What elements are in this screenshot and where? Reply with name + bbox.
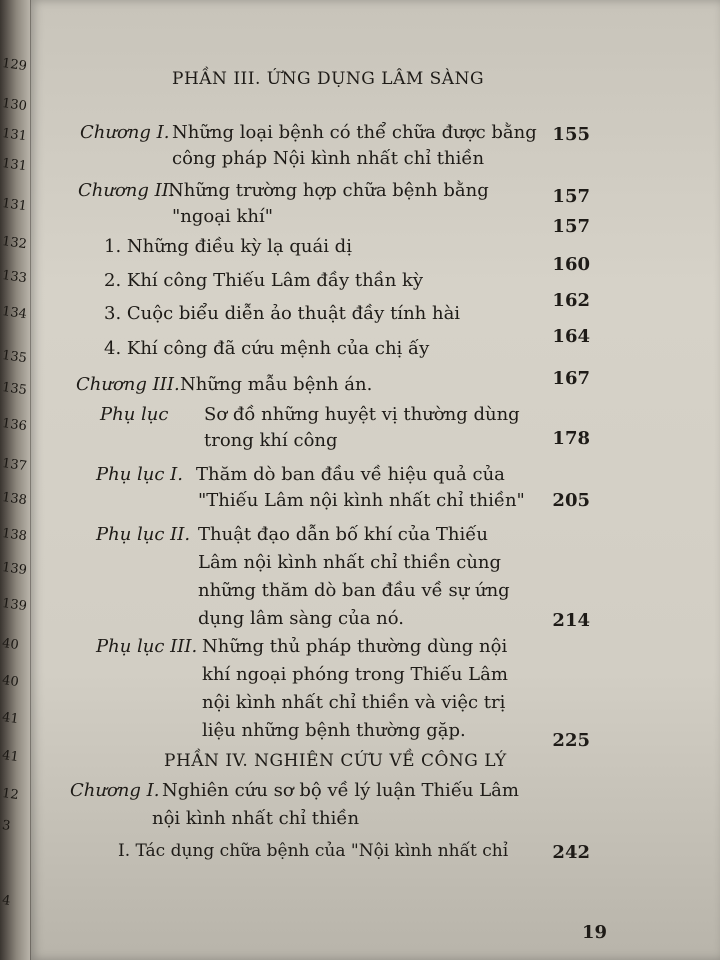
- edge-number: 139: [1, 559, 28, 579]
- edge-number: 131: [1, 125, 28, 145]
- edge-number: 139: [1, 595, 28, 615]
- section-1-title: 1. Những điều kỳ lạ quái dị: [104, 236, 352, 257]
- edge-number: 134: [1, 303, 28, 323]
- edge-number: 133: [1, 267, 28, 287]
- edge-number: 40: [1, 672, 20, 691]
- appendix-2-title-line4: dụng lâm sàng của nó.: [198, 608, 404, 629]
- part4-chapter-1-title-line2: nội kình nhất chỉ thiền: [152, 808, 360, 829]
- edge-number: 129: [1, 55, 28, 75]
- chapter-1-label: Chương I.: [80, 122, 170, 143]
- part-3-heading: PHẦN III. ỨNG DỤNG LÂM SÀNG: [172, 69, 485, 89]
- section-4-page: 164: [552, 326, 590, 347]
- edge-number: 12: [1, 785, 20, 804]
- section-4-title: 4. Khí công đã cứu mệnh của chị ấy: [104, 338, 430, 359]
- part4-chapter-1-title-line1: Nghiên cứu sơ bộ về lý luận Thiếu Lâm: [162, 780, 519, 801]
- appendix-2-label: Phụ lục II.: [96, 524, 191, 545]
- appendix-2-title-line3: những thăm dò ban đầu về sự ứng: [198, 580, 510, 601]
- edge-number: 135: [1, 379, 28, 399]
- appendix-title-line2: trong khí công: [204, 430, 338, 451]
- edge-number: 137: [1, 455, 28, 475]
- chapter-3-page: 167: [552, 368, 590, 389]
- edge-number: 138: [1, 489, 28, 509]
- edge-number: 135: [1, 347, 28, 367]
- section-3-title: 3. Cuộc biểu diễn ảo thuật đầy tính hài: [104, 303, 461, 324]
- part-4-heading: PHẦN IV. NGHIÊN CỨU VỀ CÔNG LÝ: [164, 751, 507, 771]
- page-gutter: [30, 0, 31, 960]
- chapter-2-page: 157: [552, 186, 590, 207]
- edge-number: 132: [1, 233, 28, 253]
- previous-page-edge: [0, 0, 30, 960]
- chapter-1-title-line1: Những loại bệnh có thể chữa được bằng: [172, 122, 537, 143]
- chapter-1-title-line2: công pháp Nội kình nhất chỉ thiền: [172, 148, 485, 169]
- edge-number: 4: [1, 892, 12, 909]
- section-3-page: 162: [552, 290, 590, 311]
- chapter-2-title-line1: Những trường hợp chữa bệnh bằng: [168, 180, 489, 201]
- appendix-1-title-line1: Thăm dò ban đầu về hiệu quả của: [196, 464, 505, 485]
- chapter-1-page: 155: [552, 124, 590, 145]
- edge-number: 41: [1, 709, 20, 728]
- part4-item-1-title: I. Tác dụng chữa bệnh của "Nội kình nhất chỉ: [118, 841, 509, 861]
- appendix-3-label: Phụ lục III.: [96, 636, 198, 657]
- edge-number: 3: [1, 817, 12, 834]
- appendix-title-line1: Sơ đồ những huyệt vị thường dùng: [204, 404, 520, 425]
- appendix-1-label: Phụ lục I.: [96, 464, 184, 485]
- chapter-2-title-line2: "ngoại khí": [172, 206, 273, 227]
- appendix-1-title-line2: "Thiếu Lâm nội kình nhất chỉ thiền": [198, 490, 525, 511]
- appendix-3-title-line2: khí ngoại phóng trong Thiếu Lâm: [202, 664, 508, 685]
- page-number: 19: [582, 922, 608, 943]
- edge-number: 138: [1, 525, 28, 545]
- edge-number: 131: [1, 195, 28, 215]
- edge-number: 130: [1, 95, 28, 115]
- appendix-3-page: 225: [552, 730, 590, 751]
- part4-chapter-1-label: Chương I.: [70, 780, 160, 801]
- appendix-2-page: 214: [552, 610, 590, 631]
- part4-item-1-page: 242: [552, 842, 590, 863]
- section-1-page: 157: [552, 216, 590, 237]
- edge-number: 131: [1, 155, 28, 175]
- appendix-3-title-line1: Những thủ pháp thường dùng nội: [202, 636, 508, 657]
- appendix-3-title-line3: nội kình nhất chỉ thiền và việc trị: [202, 692, 506, 713]
- appendix-2-title-line2: Lâm nội kình nhất chỉ thiền cùng: [198, 552, 502, 573]
- appendix-page: 178: [552, 428, 590, 449]
- section-2-title: 2. Khí công Thiếu Lâm đầy thần kỳ: [104, 270, 424, 291]
- chapter-3-title: Những mẫu bệnh án.: [180, 374, 373, 395]
- chapter-3-label: Chương III.: [76, 374, 180, 395]
- appendix-2-title-line1: Thuật đạo dẫn bố khí của Thiếu: [198, 524, 488, 545]
- section-2-page: 160: [552, 254, 590, 275]
- appendix-1-page: 205: [552, 490, 590, 511]
- edge-number: 136: [1, 415, 28, 435]
- appendix-3-title-line4: liệu những bệnh thường gặp.: [202, 720, 466, 741]
- edge-number: 40: [1, 635, 20, 654]
- appendix-label: Phụ lục: [100, 404, 169, 425]
- edge-number: 41: [1, 747, 20, 766]
- chapter-2-label: Chương II.: [78, 180, 175, 201]
